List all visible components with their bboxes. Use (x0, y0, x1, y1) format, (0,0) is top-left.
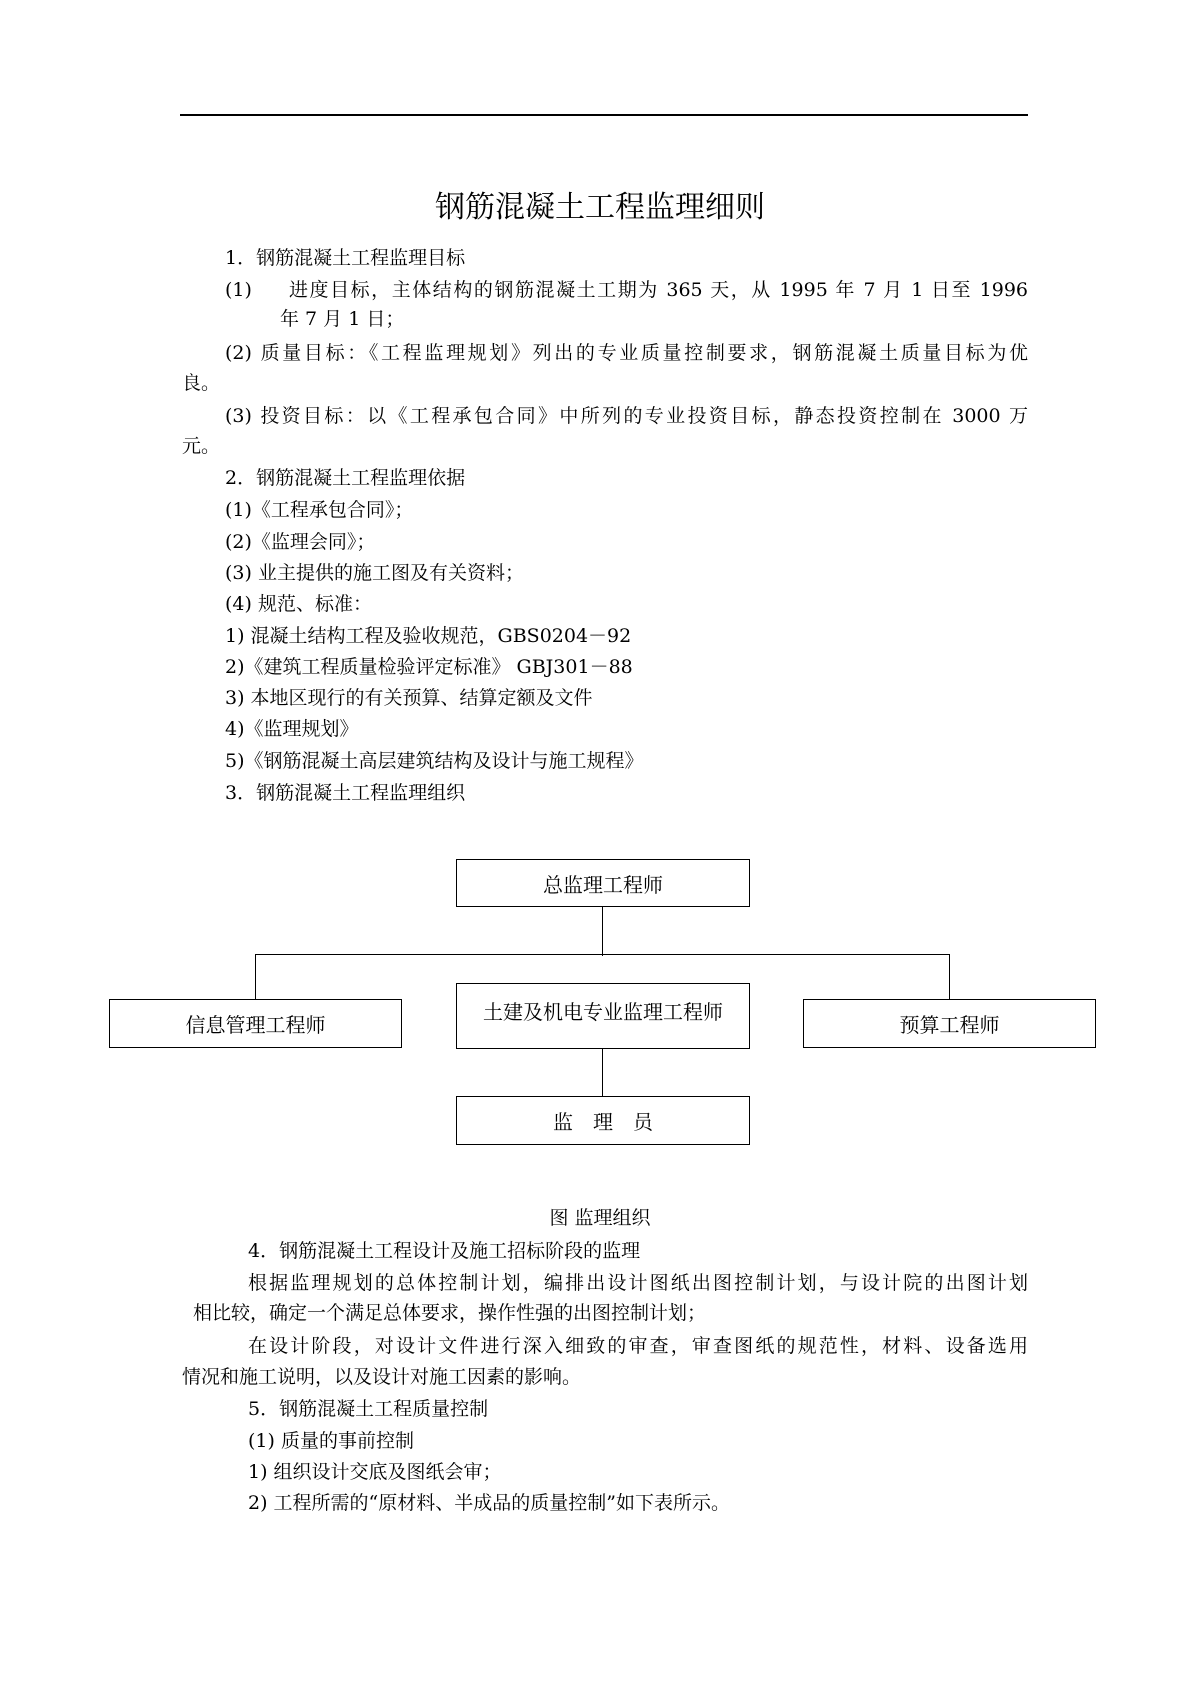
section4-paragraph2-line2: 情况和施工说明，以及设计对施工因素的影响。 (182, 1366, 582, 1388)
section4-heading: 4．钢筋混凝土工程设计及施工招标阶段的监理 (248, 1240, 641, 1262)
section1-item1-line1: 进度目标，主体结构的钢筋混凝土工期为 365 天，从 1995 年 7 月 1 日至 1996 (289, 279, 1028, 301)
section5-item: (1) 质量的事前控制 (248, 1430, 414, 1452)
section1-item2-line2: 良。 (182, 372, 221, 394)
section2-item: (3) 业主提供的施工图及有关资料； (225, 562, 524, 584)
section5-item: 2) 工程所需的“原材料、半成品的质量控制”如下表所示。 (248, 1492, 730, 1514)
org-box-budget-engineer (803, 999, 1096, 1048)
section5-heading: 5．钢筋混凝土工程质量控制 (248, 1398, 489, 1420)
section2-item: 5)《钢筋混凝土高层建筑结构及设计与施工规程》 (225, 750, 644, 772)
org-box-label: 总监理工程师 (543, 872, 663, 897)
section4-paragraph2-line1: 在设计阶段，对设计文件进行深入细致的审查，审查图纸的规范性，材料、设备选用 (248, 1335, 1028, 1357)
org-connector-bottom (602, 1046, 603, 1098)
org-chart-caption: 图 监理组织 (549, 1207, 651, 1229)
org-connector-left (255, 954, 256, 1000)
section2-item: 3) 本地区现行的有关预算、结算定额及文件 (225, 687, 593, 709)
org-box-label: 监 理 员 (553, 1110, 653, 1134)
org-box-info-engineer (109, 999, 402, 1048)
section1-item3-line2: 元。 (182, 435, 221, 457)
section2-item: (2)《监理会同》； (225, 531, 376, 553)
section1-item1-line2: 年 7 月 1 日； (280, 308, 405, 330)
document-title: 钢筋混凝土工程监理细则 (435, 190, 765, 225)
header-rule (180, 114, 1028, 116)
section3-heading: 3．钢筋混凝土工程监理组织 (225, 782, 466, 804)
org-box-label: 土建及机电专业监理工程师 (483, 1000, 723, 1024)
section2-item: (1)《工程承包合同》； (225, 499, 414, 521)
org-box-chief-engineer (456, 859, 750, 907)
section2-item: 1) 混凝土结构工程及验收规范，GBS0204－92 (225, 625, 632, 647)
section5-item: 1) 组织设计交底及图纸会审； (248, 1461, 502, 1483)
org-connector-right (949, 954, 950, 1000)
org-connector-horizontal (255, 954, 950, 955)
org-box-supervisor (456, 1096, 750, 1145)
section2-item: (4) 规范、标准： (225, 593, 372, 615)
org-box-label: 预算工程师 (899, 1013, 1000, 1037)
section2-item: 4)《监理规划》 (225, 718, 359, 740)
section2-item: 2)《建筑工程质量检验评定标准》 GBJ301－88 (225, 656, 633, 678)
section1-item2-line1: (2) 质量目标：《工程监理规划》列出的专业质量控制要求，钢筋混凝土质量目标为优 (225, 342, 1028, 364)
section1-item3-line1: (3) 投资目标：以《工程承包合同》中所列的专业投资目标，静态投资控制在 3000 万 (225, 405, 1028, 427)
section1-item1-number: (1) (225, 279, 252, 301)
section2-heading: 2．钢筋混凝土工程监理依据 (225, 467, 466, 489)
section1-heading: 1．钢筋混凝土工程监理目标 (225, 247, 466, 269)
section4-paragraph1-line1: 根据监理规划的总体控制计划，编排出设计图纸出图控制计划，与设计院的出图计划 (248, 1272, 1028, 1294)
org-box-label: 信息管理工程师 (185, 1013, 326, 1037)
section4-paragraph1-line2: 相比较，确定一个满足总体要求，操作性强的出图控制计划； (193, 1302, 707, 1324)
org-box-specialty-engineer (456, 983, 750, 1049)
